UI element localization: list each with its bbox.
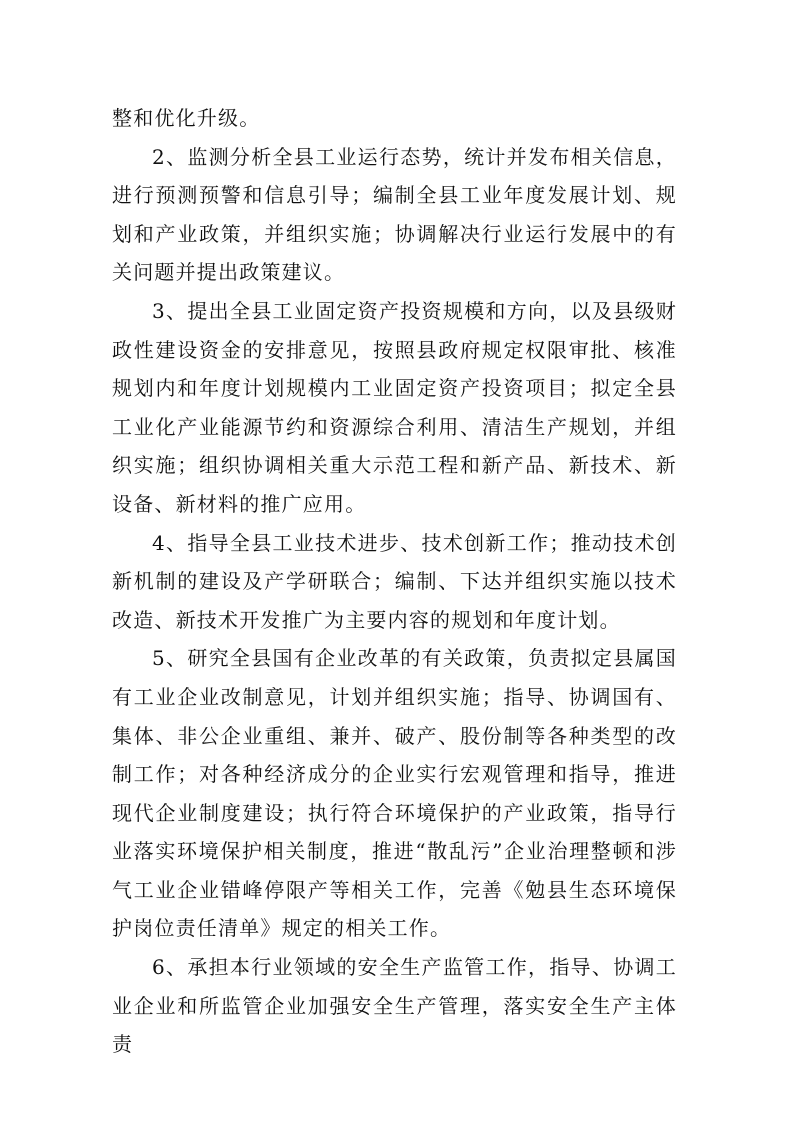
paragraph-item-2: 2、监测分析全县工业运行态势，统计并发布相关信息，进行预测预警和信息引导；编制全县工业年度发展计划、规划和产业政策，并组织实施；协调解决行业运行发展中的有关问题并提出政策建议。 <box>112 144 677 285</box>
document-body <box>112 99 677 1064</box>
paragraph-item-4: 4、指导全县工业技术进步、技术创新工作；推动技术创新机制的建设及产学研联合；编制、下达并组织实施以技术改造、新技术开发推广为主要内容的规划和年度计划。 <box>112 530 677 632</box>
paragraph-item-6: 6、承担本行业领域的安全生产监管工作，指导、协调工业企业和所监管企业加强安全生产管理，落实安全生产主体责 <box>112 955 677 1057</box>
paragraph-item-5: 5、研究全县国有企业改革的有关政策，负责拟定县属国有工业企业改制意见，计划并组织实施；指导、协调国有、集体、非公企业重组、兼并、破产、股份制等各种类型的改制工作；对各种经济成分的企业实行宏观管理和指导，推进现代企业制度建设；执行符合环境保护的产业政策，指导行业落实环境保护相关制度，推进“散乱污”企业治理整顿和涉气工业企业错峰停限产等相关工作，完善《勉县生态环境保护岗位责任清单》规定的相关工作。 <box>112 646 677 941</box>
paragraph-continuation: 整和优化升级。 <box>112 106 261 130</box>
paragraph-item-3: 3、提出全县工业固定资产投资规模和方向，以及县级财政性建设资金的安排意见，按照县政府规定权限审批、核准规划内和年度计划规模内工业固定资产投资项目；拟定全县工业化产业能源节约和资源综合利用、清洁生产规划，并组织实施；组织协调相关重大示范工程和新产品、新技术、新设备、新材料的推广应用。 <box>112 298 677 516</box>
